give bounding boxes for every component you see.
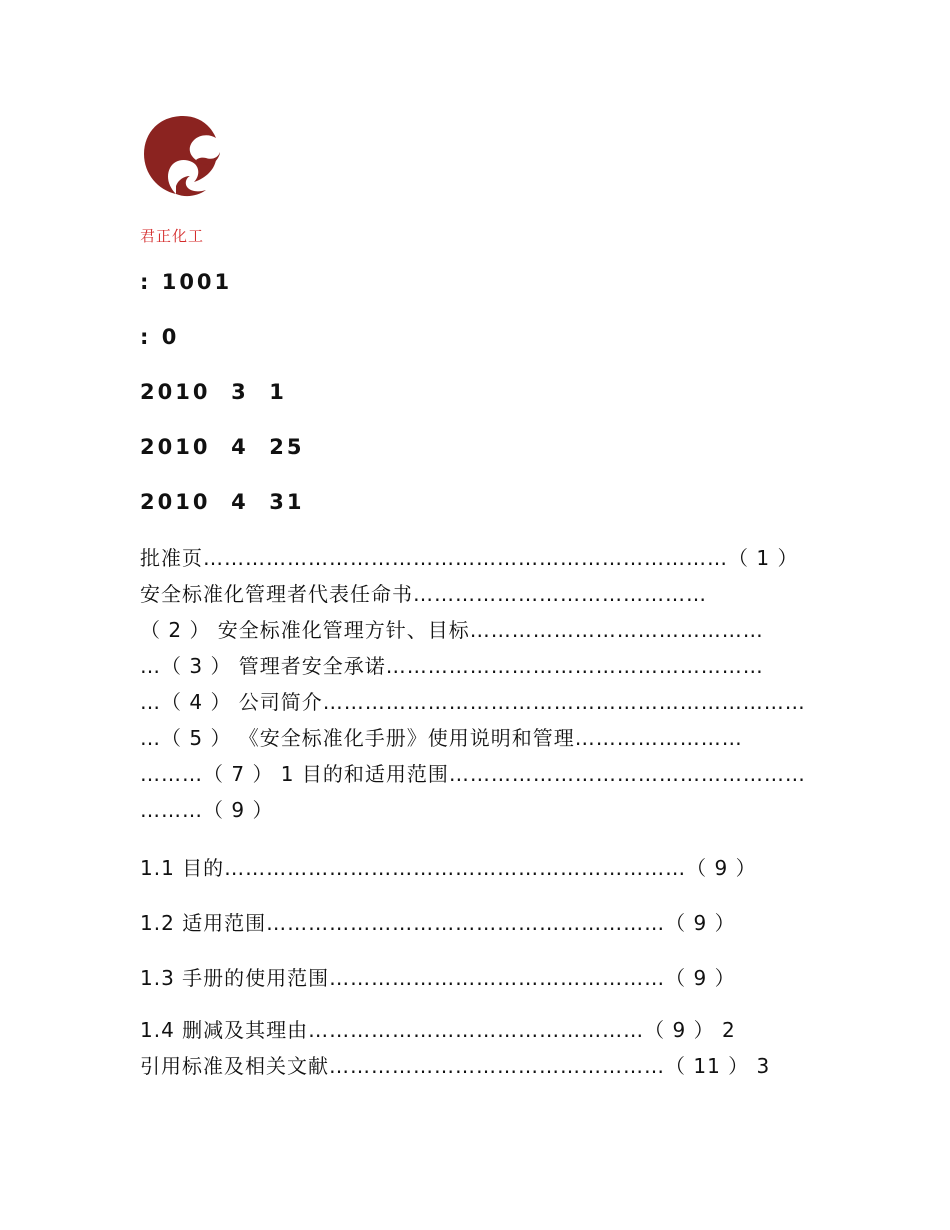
toc-line: 引用标准及相关文献…………………………………………（ 11 ） 3 xyxy=(140,1054,771,1078)
document-number: : 1001 xyxy=(140,270,233,294)
toc-line: ………（ 9 ） xyxy=(140,798,274,822)
toc-line: 批准页…………………………………………………………………（ 1 ） xyxy=(140,546,799,570)
toc-tail xyxy=(140,1012,820,1084)
company-logo-icon xyxy=(140,112,226,198)
date-issued: 2010 3 1 xyxy=(140,380,287,404)
toc-item-1-1: 1.1 目的…………………………………………………………（ 9 ） xyxy=(140,856,757,880)
toc-item-1-2: 1.2 适用范围…………………………………………………（ 9 ） xyxy=(140,911,736,935)
revision-number: : 0 xyxy=(140,325,180,349)
toc-line: （ 2 ） 安全标准化管理方针、目标…………………………………… xyxy=(140,618,764,642)
date-approved: 2010 4 25 xyxy=(140,435,305,459)
company-name: 君正化工 xyxy=(140,227,205,245)
toc-item-1-3: 1.3 手册的使用范围…………………………………………（ 9 ） xyxy=(140,966,736,990)
toc-line: ………（ 7 ） 1 目的和适用范围…………………………………………… xyxy=(140,762,806,786)
table-of-contents xyxy=(140,540,820,828)
toc-line: 安全标准化管理者代表任命书…………………………………… xyxy=(140,582,707,606)
date-effective: 2010 4 31 xyxy=(140,490,305,514)
toc-line: 1.4 删减及其理由…………………………………………（ 9 ） 2 xyxy=(140,1018,736,1042)
toc-line: …（ 4 ） 公司简介…………………………………………………………… xyxy=(140,690,806,714)
toc-line: …（ 5 ） 《安全标准化手册》使用说明和管理…………………… xyxy=(140,726,743,750)
toc-line: …（ 3 ） 管理者安全承诺……………………………………………… xyxy=(140,654,764,678)
